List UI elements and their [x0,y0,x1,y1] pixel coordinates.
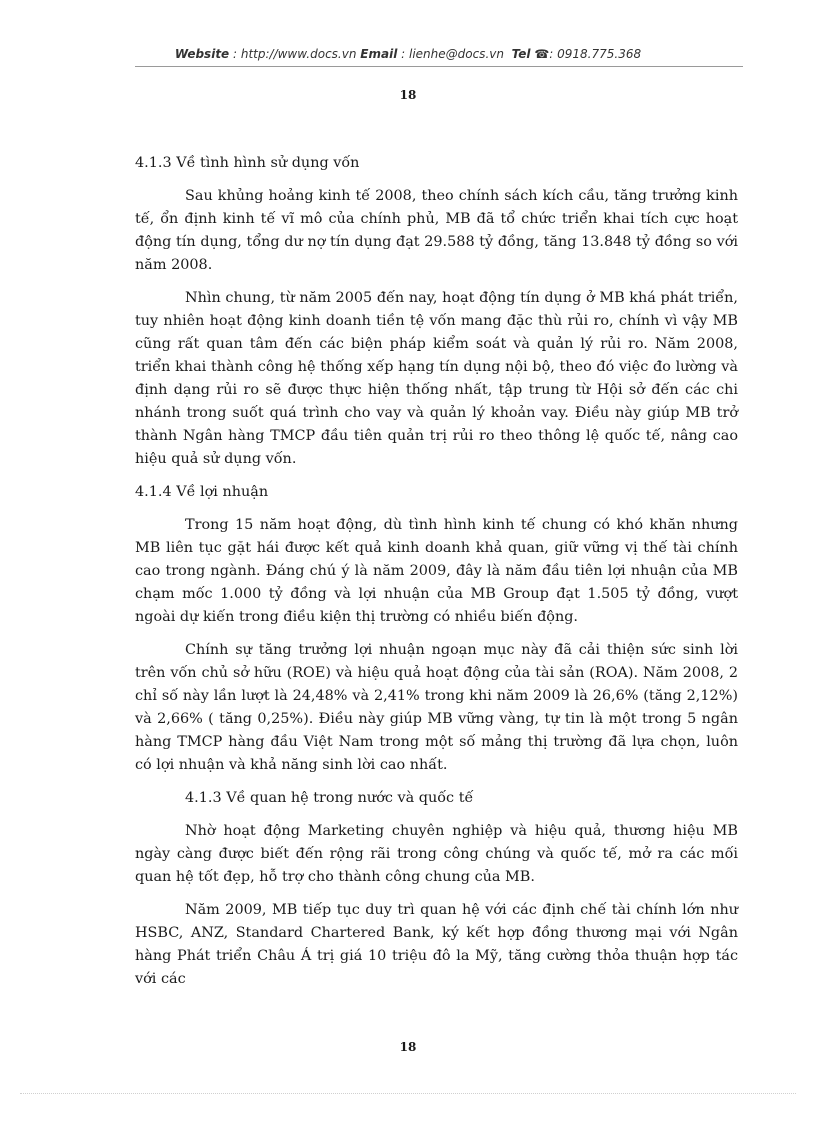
tel-number: : 0918.775.368 [549,47,642,61]
section-heading-capital-use: 4.1.3 Về tình hình sử dụng vốn [135,155,360,171]
email-separator: : [397,47,409,61]
section-heading-profit: 4.1.4 Về lợi nhuận [135,484,269,500]
page-number-top: 18 [399,88,417,102]
paragraph: Chính sự tăng trưởng lợi nhuận ngoạn mục này đã cải thiện sức sinh lời trên vốn chủ sở hữu (ROE) và hiệu quả hoạt động của tài sản (ROA). Năm 2008, 2 chỉ số này lần lượt là 24,48% và 2,41% trong khi năm 2009 là 26,6% (tăng 2,12%) và 2,66% ( tăng 0,25%). Điều này giúp MB vững vàng, tự tin là một trong 5 ngân hàng TMCP hàng đầu Việt Nam trong một số mảng thị trường đã lựa chọn, luôn có lợi nhuận và khả năng sinh lời cao nhất. [135,642,738,773]
paragraph: Sau khủng hoảng kinh tế 2008, theo chính sách kích cầu, tăng trưởng kinh tế, ổn định kinh tế vĩ mô của chính phủ, MB đã tổ chức triển khai tích cực hoạt động tín dụng, tổng dư nợ tín dụng đạt 29.588 tỷ đồng, tăng 13.848 tỷ đồng so với năm 2008. [135,188,738,273]
page-number-bottom: 18 [399,1040,417,1054]
phone-icon: ☎ [534,47,550,61]
footer-divider [20,1093,796,1094]
page-header [0,47,816,61]
website-separator: : [229,47,241,61]
website-url[interactable]: http://www.docs.vn [240,47,357,61]
section-heading-relations: 4.1.3 Về quan hệ trong nước và quốc tế [185,790,474,806]
tel-label: Tel [511,47,531,61]
paragraph: Nhìn chung, từ năm 2005 đến nay, hoạt động tín dụng ở MB khá phát triển, tuy nhiên hoạt động kinh doanh tiền tệ vốn mang đặc thù rủi ro, chính vì vậy MB cũng rất quan tâm đến các biện pháp kiểm soát và quản lý rủi ro. Năm 2008, triển khai thành công hệ thống xếp hạng tín dụng nội bộ, theo đó việc đo lường và định dạng rủi ro sẽ được thực hiện thống nhất, tập trung từ Hội sở đến các chi nhánh trong suốt quá trình cho vay và quản lý khoản vay. Điều này giúp MB trở thành Ngân hàng TMCP đầu tiên quản trị rủi ro theo thông lệ quốc tế, nâng cao hiệu quả sử dụng vốn. [135,290,738,467]
document-body [135,152,738,1001]
website-label: Website [174,47,230,61]
email-address[interactable]: lienhe@docs.vn [408,47,504,61]
paragraph: Trong 15 năm hoạt động, dù tình hình kinh tế chung có khó khăn nhưng MB liên tục gặt hái được kết quả kinh doanh khả quan, giữ vững vị thế tài chính cao trong ngành. Đáng chú ý là năm 2009, đây là năm đầu tiên lợi nhuận của MB chạm mốc 1.000 tỷ đồng và lợi nhuận của MB Group đạt 1.505 tỷ đồng, vượt ngoài dự kiến trong điều kiện thị trường có nhiều biến động. [135,517,738,625]
email-label: Email [360,47,398,61]
paragraph: Năm 2009, MB tiếp tục duy trì quan hệ với các định chế tài chính lớn như HSBC, ANZ, Standard Chartered Bank, ký kết hợp đồng thương mại với Ngân hàng Phát triển Châu Á trị giá 10 triệu đô la Mỹ, tăng cường thỏa thuận hợp tác với các [135,902,738,987]
header-divider [135,66,743,67]
paragraph: Nhờ hoạt động Marketing chuyên nghiệp và hiệu quả, thương hiệu MB ngày càng được biết đến rộng rãi trong công chúng và quốc tế, mở ra các mối quan hệ tốt đẹp, hỗ trợ cho thành công chung của MB. [135,823,738,885]
